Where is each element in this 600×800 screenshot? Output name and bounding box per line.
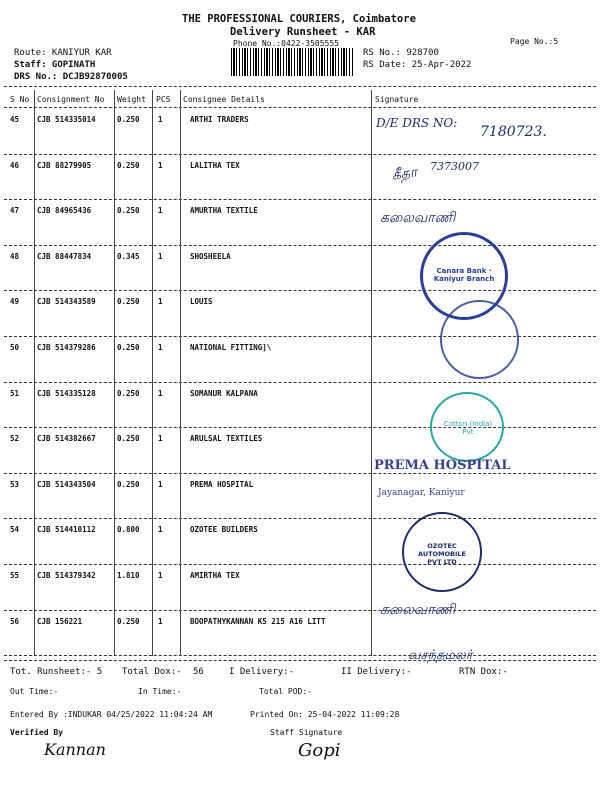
row-weight: 0.250 [117,388,140,398]
cotton-stamp-text: Cotton (India) Pvt [443,420,493,436]
col-pcs: PCS [156,95,171,104]
row-consignee: ARTHI TRADERS [190,115,249,124]
row-consignee: SOMANUR KALPANA [190,388,258,398]
row-consignee: NATIONAL FITTING]\ [190,343,272,352]
row-consignee: LOUIS [190,297,213,307]
barcode [231,48,353,76]
header-bottom-rule [4,107,596,108]
row-pcs: 1 [158,160,163,170]
row-sno: 46 [10,160,20,170]
row-sno: 45 [10,115,20,124]
row-sno: 51 [10,388,20,398]
row-divider [4,610,596,611]
row-divider [4,427,596,428]
phone-number: Phone No.:0422-3505555 [233,39,339,48]
row-consignment-no: CJB 84965436 [37,206,92,216]
row-weight: 0.800 [117,525,140,535]
row-pcs: 1 [158,479,163,489]
staff-label: Staff: GOPINATH [14,60,96,70]
row-consignee: SHOSHEELA [190,251,231,261]
row-pcs: 1 [158,571,163,580]
prema-hospital-address: Jayanagar, Kaniyur [378,488,465,498]
route-label: Route: KANIYUR KAR [14,48,112,58]
bank-stamp-faded [440,300,519,379]
row-divider [4,382,596,383]
row-sno: 52 [10,434,20,444]
row-weight: 0.250 [117,160,140,170]
out-time: Out Time:- [10,687,59,696]
ozotec-stamp-text: OZOTEC AUTOMOBILE PVT LTD [417,542,467,566]
row-sno: 53 [10,479,20,489]
ii-delivery: II Delivery:- [341,667,412,677]
row-pcs: 1 [158,434,163,444]
total-runsheet: Tot. Runsheet:- 5 [10,667,103,677]
col-consignee: Consignee Details [183,95,265,104]
row-consignee: LALITHA TEX [190,160,240,170]
printed-on: Printed On: 25-04-2022 11:09:28 [250,710,400,719]
handwritten-signature: வசந்தமலர் [408,648,473,663]
row-consignment-no: CJB 514379342 [37,571,96,580]
cotton-stamp [430,392,504,462]
header-top-rule [4,86,596,87]
col-weight: Weight [117,95,146,104]
drs-number: DRS No.: DCJB92870005 [14,72,128,82]
row-consignment-no: CJB 88279905 [37,160,92,170]
row-consignment-no: CJB 514335014 [37,115,96,124]
prema-hospital-stamp: PREMA HOSPITAL [374,458,511,473]
row-sno: 54 [10,525,20,535]
row-consignment-no: CJB 514335128 [37,388,96,398]
in-time: In Time:- [138,687,182,696]
col-sep [34,90,35,656]
row-sno: 47 [10,206,20,216]
total-dox-label: Total Dox:- [122,667,182,677]
row-weight: 0.250 [117,479,140,489]
row-sno: 56 [10,616,20,626]
total-dox-value: 56 [193,667,204,677]
row-consignee: BOOPATHYKANNAN K5 215 A16 LITT [190,616,326,626]
row-consignee: AMURTHA TEXTILE [190,206,258,216]
row-consignment-no: CJB 514343589 [37,297,96,307]
row-sno: 50 [10,343,20,352]
handwritten-drs-note: D/E DRS NO: [376,116,458,130]
row-consignment-no: CJB 514382667 [37,434,96,444]
row-weight: 0.345 [117,251,140,261]
row-weight: 1.810 [117,571,140,580]
handwritten-signature: கலைவாணி [380,210,456,226]
row-divider [4,199,596,200]
row-consignment-no: CJB 156221 [37,616,83,626]
row-consignment-no: CJB 514379286 [37,343,96,352]
row-sno: 55 [10,571,20,580]
row-pcs: 1 [158,115,163,124]
row-pcs: 1 [158,297,163,307]
row-weight: 0.250 [117,115,140,124]
row-divider [4,245,596,246]
col-sep [152,90,153,656]
rtn-dox: RTN Dox:- [459,667,508,677]
col-sep [114,90,115,656]
col-sep [180,90,181,656]
row-consignment-no: CJB 514343504 [37,479,96,489]
row-divider [4,290,596,291]
row-pcs: 1 [158,343,163,352]
page-number: Page No.:5 [510,37,559,46]
row-consignee: AMIRTHA TEX [190,571,240,580]
row-divider [4,154,596,155]
row-weight: 0.250 [117,343,140,352]
row-divider [4,564,596,565]
handwritten-number: 7180723. [480,124,547,140]
handwritten-signature: கீதா [390,164,419,184]
company-title: THE PROFESSIONAL COURIERS, Coimbatore [182,13,416,25]
col-consignment: Consignment No [37,95,105,104]
col-signature: Signature [375,95,419,104]
row-consignee: PREMA HOSPITAL [190,479,254,489]
ozotec-stamp [402,512,482,592]
row-pcs: 1 [158,388,163,398]
row-weight: 0.250 [117,297,140,307]
verified-by: Verified By [10,728,63,737]
verifier-signature: Kannan [44,740,106,759]
bank-stamp-text: Canara Bank · Kaniyur Branch [433,267,495,283]
row-consignee: ARULSAL TEXTILES [190,434,263,444]
row-pcs: 1 [158,206,163,216]
row-divider [4,518,596,519]
row-weight: 0.250 [117,434,140,444]
i-delivery: I Delivery:- [229,667,295,677]
row-sno: 49 [10,297,20,307]
row-consignment-no: CJB 88447834 [37,251,92,261]
row-weight: 0.250 [117,206,140,216]
rs-date: RS Date: 25-Apr-2022 [363,60,472,70]
runsheet-subtitle: Delivery Runsheet - KAR [230,26,376,38]
totals-rule [4,660,596,661]
staff-signature-label: Staff Signature [270,728,343,737]
row-pcs: 1 [158,251,163,261]
col-sep [371,90,372,656]
row-pcs: 1 [158,525,163,535]
handwritten-signature: கலைவாணி [380,602,456,618]
entered-by: Entered By :INDUKAR 04/25/2022 11:04:24 AM [10,710,213,719]
row-weight: 0.250 [117,616,140,626]
rs-number: RS No.: 928700 [363,48,439,58]
row-sno: 48 [10,251,20,261]
row-pcs: 1 [158,616,163,626]
row-divider [4,655,596,656]
staff-signature: Gopi [298,740,341,761]
col-sno: S No [10,95,30,104]
total-pod: Total POD:- [259,687,312,696]
row-consignment-no: CJB 514410112 [37,525,96,535]
row-consignee: OZOTEE BUILDERS [190,525,258,535]
handwritten-number: 7373007 [430,160,479,173]
